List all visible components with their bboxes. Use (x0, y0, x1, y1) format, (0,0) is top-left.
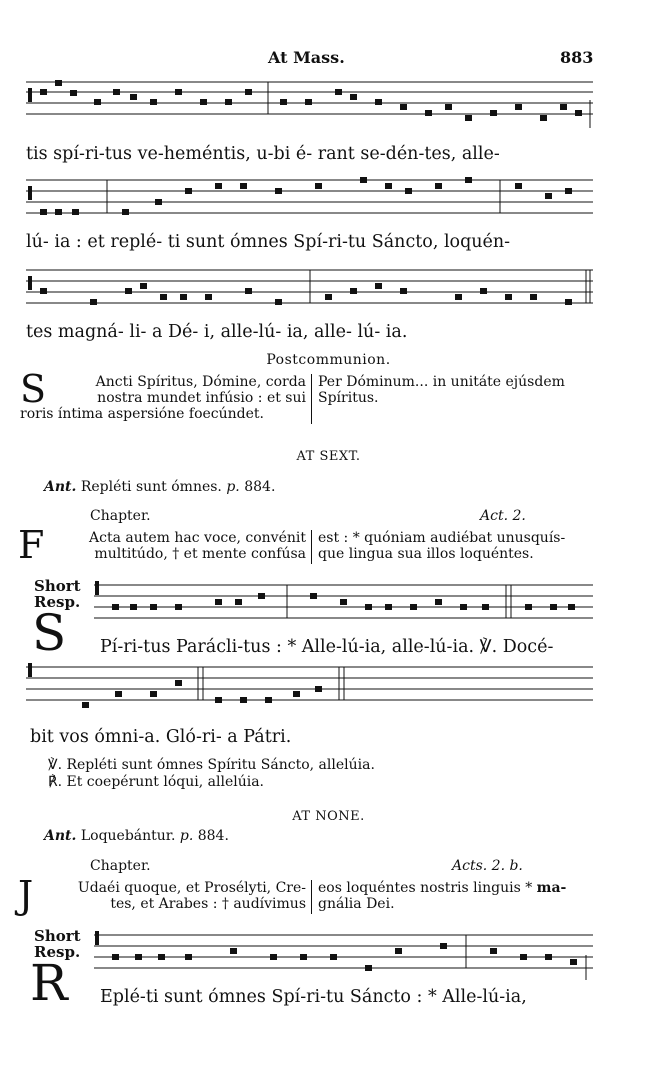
sext-lyric-line-2: bit vos ómni-a. Gló-ri- a Pátri. (30, 727, 292, 747)
none-lyric-line-1: Eplé-ti sunt ómnes Spí-ri-tu Sáncto : * Alle-lú-ia, (100, 987, 527, 1007)
sext-antiphon (44, 479, 275, 495)
sext-right-col (318, 530, 565, 562)
ant-label: Ant. (44, 479, 77, 495)
postcommunion-left-last: roris íntima aspersióne foecúndet. (20, 406, 265, 422)
sext-left-col (44, 530, 306, 562)
column-divider (311, 880, 312, 914)
sext-response: ℟. Et coepérunt lóqui, allelúia. (48, 774, 264, 790)
ant-page: 884. (197, 828, 229, 844)
ant-p: p. (179, 828, 194, 844)
sext-chapter-label: Chapter. (90, 508, 151, 524)
text-run: eos loquéntes nostris linguis * (318, 880, 533, 896)
text-line: Udaéi quoque, et Prosélyti, Cre- (77, 880, 306, 896)
none-left-col (44, 880, 306, 912)
running-title: At Mass. (268, 48, 345, 67)
text-line: que lingua sua illos loquéntes. (318, 546, 534, 562)
none-right-col (318, 880, 566, 912)
text-line: Acta autem hac voce, convénit (89, 530, 306, 546)
text-run-bold: ma- (536, 880, 567, 896)
label-line: Short (34, 577, 81, 595)
ant-text: Loquebántur. (80, 828, 176, 844)
column-divider (311, 530, 312, 564)
none-resp-initial: R (30, 954, 68, 1012)
mass-lyric-line-1: tis spí-ri-tus ve-heméntis, u-bi é- rant se-dén-tes, alle- (26, 144, 500, 164)
postcommunion-heading: Postcommunion. (266, 352, 391, 368)
ant-page: 884. (244, 479, 276, 495)
sext-versicle: ℣. Repléti sunt ómnes Spíritu Sáncto, allelúia. (48, 757, 375, 773)
ant-text: Repléti sunt ómnes. (80, 479, 222, 495)
page-number: 883 (560, 48, 594, 67)
text-line: Spíritus. (318, 390, 379, 406)
text-line (318, 880, 566, 896)
text-line: multitúdo, † et mente confúsa (94, 546, 306, 562)
text-line: Per Dóminum... in unitáte ejúsdem (318, 374, 565, 390)
text-line: est : * quóniam audiébat unusquís- (318, 530, 566, 546)
sext-heading: AT SEXT. (296, 449, 361, 464)
none-heading: AT NONE. (292, 809, 365, 824)
mass-lyric-line-3: tes magná- li- a Dé- i, alle-lú- ia, alle- lú- ia. (26, 322, 408, 342)
postcommunion-right-col (318, 374, 565, 406)
text-line: Ancti Spíritus, Dómine, corda (95, 374, 306, 390)
label-line: Resp. (34, 593, 81, 611)
text-line: gnália Dei. (318, 896, 395, 912)
none-antiphon (44, 828, 229, 844)
sext-chapter-ref: Act. 2. (480, 508, 526, 524)
none-chapter-ref: Acts. 2. b. (452, 858, 523, 874)
sext-resp-initial: S (32, 604, 67, 662)
mass-lyric-line-2: lú- ia : et replé- ti sunt ómnes Spí-ri-tu Sáncto, loquén- (26, 232, 511, 252)
label-line: Resp. (34, 943, 81, 961)
ant-p: p. (226, 479, 240, 495)
column-divider (311, 374, 312, 424)
none-chapter-label: Chapter. (90, 858, 151, 874)
ant-label: Ant. (44, 828, 77, 844)
postcommunion-initial: S (20, 367, 47, 411)
text-line: tes, et Arabes : † audívimus (110, 896, 306, 912)
none-initial: J (18, 873, 34, 917)
sext-lyric-line-1: Pí-ri-tus Parácli-tus : * Alle-lú-ia, alle-lú-ia. ℣. Docé- (100, 637, 554, 657)
text-line: nostra mundet infúsio : et sui (97, 390, 306, 406)
sext-initial: F (18, 523, 45, 567)
postcommunion-left-col (44, 374, 306, 406)
label-line: Short (34, 927, 81, 945)
